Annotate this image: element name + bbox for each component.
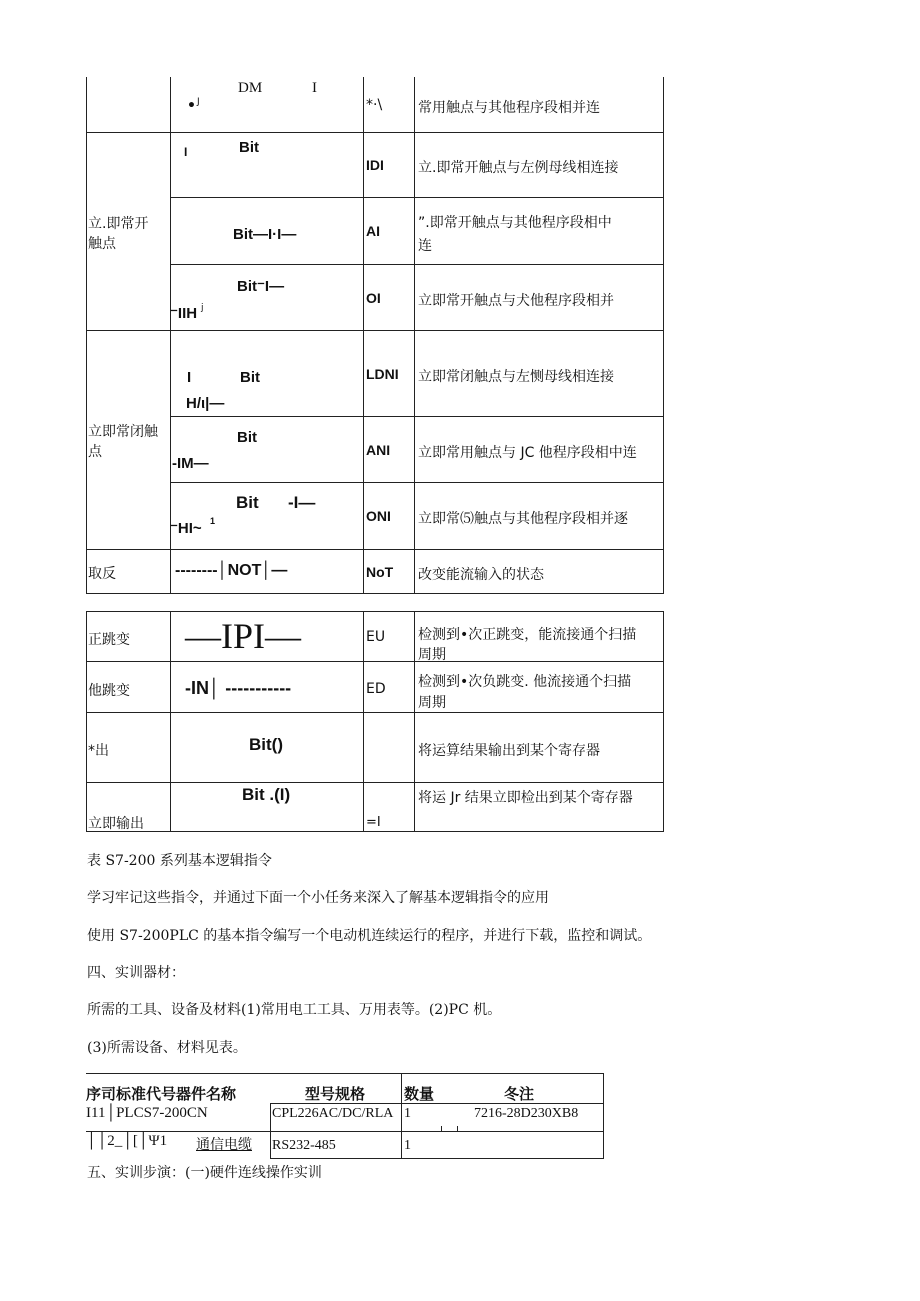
symbol-text: j <box>201 303 204 313</box>
paragraph: (3)所需设备、材料见表。 <box>87 1040 247 1056</box>
instruction-name: 正跳变 <box>88 632 130 648</box>
instruction-code: NoT <box>366 564 394 580</box>
symbol-text: Bit <box>240 369 260 386</box>
paragraph: 学习牢记这些指令，并通过下面一个小任务来深入了解基本逻辑指令的应用 <box>87 890 549 906</box>
symbol-text: Bit <box>237 429 257 446</box>
table-cell: 1 <box>404 1138 411 1153</box>
instruction-description: 将运算结果输出到某个寄存器 <box>418 743 600 759</box>
table-cell: I11│PLCS7-200CN <box>86 1105 208 1121</box>
instruction-code: *·\ <box>366 97 383 113</box>
instruction-name: 他跳变 <box>88 683 130 699</box>
table-cell: 7216-28D230XB8 <box>474 1106 579 1121</box>
symbol-text: Bit—I·I— <box>233 226 297 243</box>
symbol-text: H/ι|— <box>186 395 225 412</box>
instruction-description: 立即常开触点与犬他程序段相并 <box>418 293 614 309</box>
instruction-name: 立即输出 <box>88 816 144 832</box>
table-cell: 1 <box>404 1106 411 1121</box>
symbol-text: I <box>184 145 188 159</box>
group-label: 立即常闭触 点 <box>88 424 158 460</box>
symbol-text: Bit <box>239 139 259 156</box>
instruction-code: ED <box>366 681 386 697</box>
symbol-text: ⁻IIH <box>170 305 198 322</box>
header-cell: 数量 <box>404 1086 435 1103</box>
instruction-description: ”.即常开触点与其他程序段相中 <box>418 215 612 231</box>
instruction-description: 立.即常开触点与左例母线相连接 <box>418 160 619 176</box>
symbol-text: 1 <box>210 516 216 526</box>
symbol-text: Bit⁻I— <box>237 278 285 295</box>
instruction-description: 将运 Jr 结果立即检出到某个寄存器 <box>418 790 633 806</box>
instruction-code: =I <box>366 815 381 830</box>
instruction-description: 立即常闭触点与左恻母线相连接 <box>418 369 614 385</box>
symbol-text: -IM— <box>172 455 209 472</box>
paragraph: 所需的工具、设备及材料(1)常用电工工具、万用表等。(2)PC 机。 <box>87 1002 502 1018</box>
symbol-text: DM <box>238 80 263 96</box>
instruction-code: AI <box>366 223 380 239</box>
group-label: 立.即常开 触点 <box>88 216 149 252</box>
instruction-name: *出 <box>88 743 109 759</box>
symbol-text: Bit <box>236 493 259 512</box>
instruction-description: 立即常⑸触点与其他程序段相并逐 <box>418 511 628 527</box>
header-cell: 型号规格 <box>305 1086 366 1103</box>
instruction-description: 检测到•次正跳变，能流接通个扫描 <box>418 627 637 643</box>
instruction-description: 常用触点与其他程序段相并连 <box>418 100 600 116</box>
instruction-code: LDNI <box>366 366 399 382</box>
instruction-code: EU <box>366 629 386 645</box>
group-label: 取反 <box>88 566 116 582</box>
symbol-text: Bit() <box>249 735 283 754</box>
section-heading: 五、实训步演：(一)硬件连线操作实训 <box>87 1165 322 1181</box>
instruction-description: 立即常用触点与 JC 他程序段相中连 <box>418 445 637 461</box>
table-cell: RS232-485 <box>272 1138 336 1153</box>
symbol-text: -I— <box>288 493 316 512</box>
paragraph: 使用 S7-200PLC 的基本指令编写一个电动机连续运行的程序，并进行下载，监控和调试。 <box>87 928 652 944</box>
symbol-text: --------│NOT│— <box>175 562 288 579</box>
instruction-description: 改变能流输入的状态 <box>418 567 544 583</box>
table-caption: 表 S7-200 系列基本逻辑指令 <box>87 853 272 869</box>
header-cell: 序司标准代号器件名称 <box>86 1086 237 1103</box>
instruction-code: ANI <box>366 442 391 458</box>
symbol-text: ⁻HI~ <box>170 520 202 537</box>
table-cell: 通信电缆 <box>196 1137 252 1153</box>
symbol-text: J <box>197 97 200 107</box>
instruction-code: ONI <box>366 508 391 524</box>
table-cell: CPL226AC/DC/RLA <box>272 1106 394 1121</box>
instruction-description: 检测到•次负跳变. 他流接通个扫描 <box>418 674 632 690</box>
section-heading: 四、实训器材： <box>87 965 185 981</box>
table-cell: ││2_│[│Ψ1 <box>86 1133 168 1149</box>
symbol-text: -IN│ ----------- <box>185 678 292 698</box>
header-cell: 冬注 <box>504 1086 535 1103</box>
symbol-text: —IPI— <box>185 616 301 656</box>
symbol-text: • <box>187 98 196 114</box>
symbol-text: Bit .(I) <box>242 785 291 804</box>
instruction-description: 周期 <box>418 647 446 663</box>
instruction-code: IDI <box>366 157 384 173</box>
instruction-description: 连 <box>418 238 432 254</box>
symbol-text: I <box>312 80 317 96</box>
instruction-description: 周期 <box>418 695 446 711</box>
symbol-text: I <box>187 369 192 386</box>
instruction-code: OI <box>366 290 381 306</box>
